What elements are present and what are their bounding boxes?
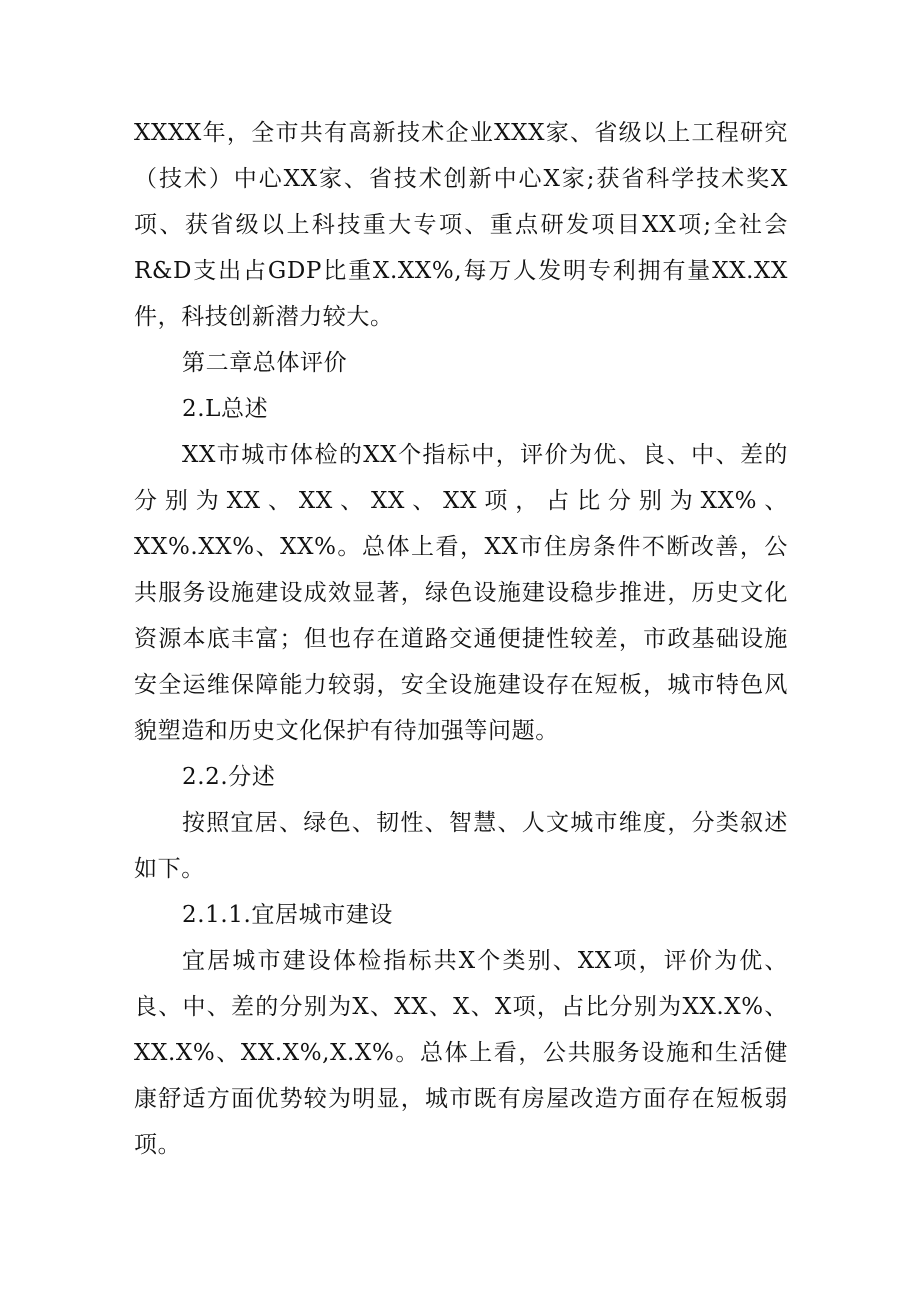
section-heading-overview: 2.L总述 xyxy=(182,396,269,422)
body-paragraph-overview: XX市城市体检的XX个指标中，评价为优、良、中、差的分别为XX、XX、XX、XX项，占比分别为XX%、XX%.XX%、XX%。总体上看，XX市住房条件不断改善，公共服务设施建设成效显著，绿色设施建设稳步推进，历史文化资源本底丰富；但也存在道路交通便捷性较差，市政基础设施安全运维保障能力较弱，安全设施建设存在短板，城市特色风貌塑造和历史文化保护有待加强等问题。 xyxy=(134,442,788,744)
body-paragraph-tech-innovation: XXXX年，全市共有高新技术企业XXX家、省级以上工程研究（技术）中心XX家、省技术创新中心X家;获省科学技术奖X项、获省级以上科技重大专项、重点研发项目XX项;全社会R&D支出占GDP比重X.XX%,每万人发明专利拥有量XX.XX件，科技创新潜力较大。 xyxy=(134,120,788,330)
body-paragraph-breakdown-intro: 按照宜居、绿色、韧性、智慧、人文城市维度，分类叙述如下。 xyxy=(134,810,788,882)
document-page xyxy=(134,110,788,1168)
subsection-heading-livable-city: 2.1.1.宜居城市建设 xyxy=(182,902,394,928)
chapter-heading: 第二章总体评价 xyxy=(182,350,348,376)
body-paragraph-livable-city: 宜居城市建设体检指标共X个类别、XX项，评价为优、良、中、差的分别为X、XX、X、X项，占比分别为XX.X%、XX.X%、XX.X%,X.X%。总体上看，公共服务设施和生活健康舒适方面优势较为明显，城市既有房屋改造方面存在短板弱项。 xyxy=(134,948,788,1158)
section-heading-breakdown: 2.2.分述 xyxy=(182,764,276,790)
